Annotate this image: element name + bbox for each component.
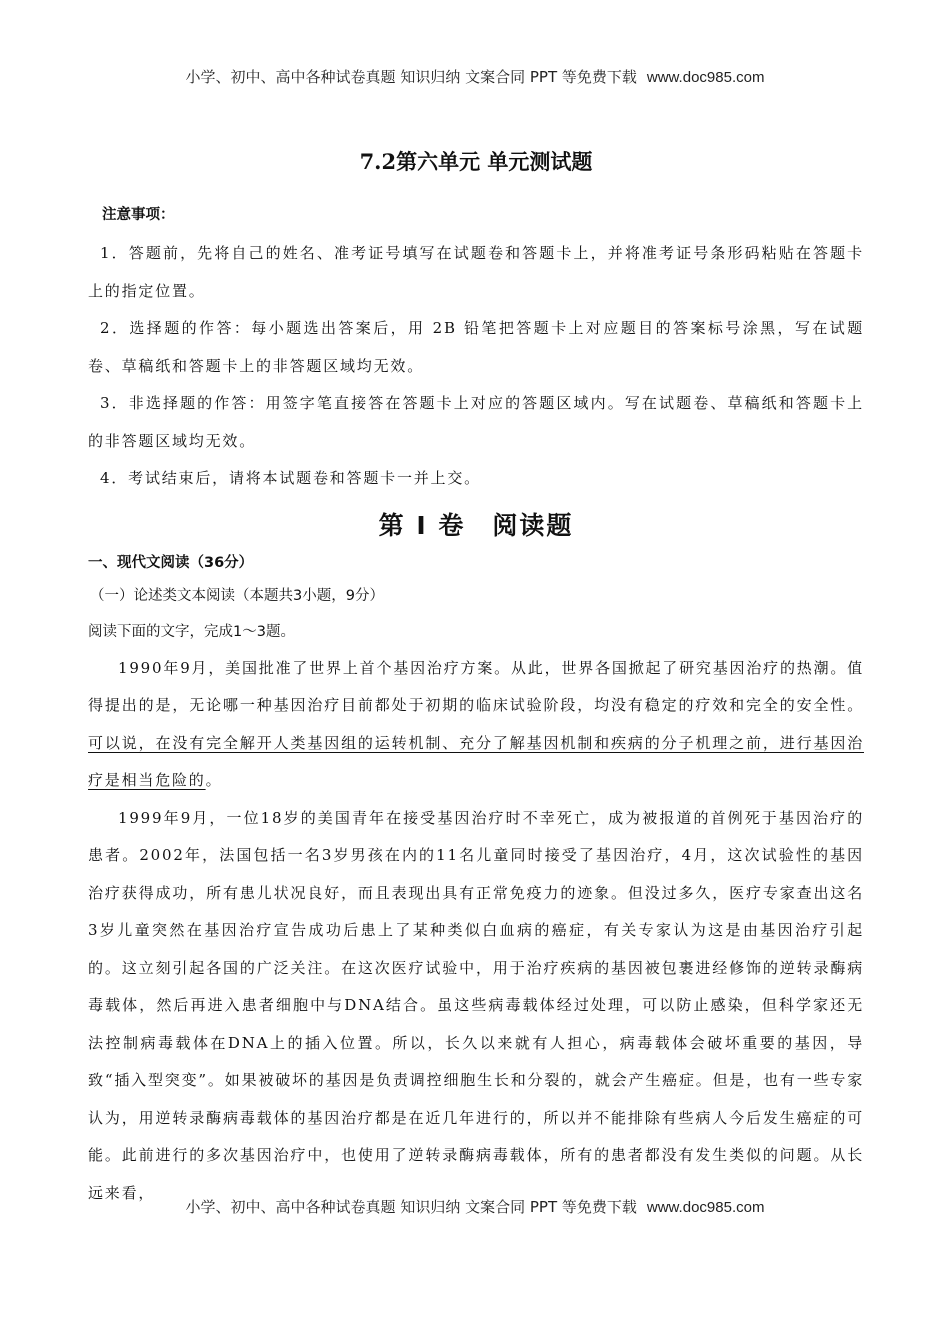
reading-instruction: 阅读下面的文字，完成1～3题。	[88, 623, 295, 640]
document-title: 7.2第六单元 单元测试题	[359, 149, 593, 174]
watermark-text: 小学、初中、高中各种试卷真题 知识归纳 文案合同 PPT 等免费下载	[185, 68, 637, 86]
watermark-url: www.doc985.com	[646, 69, 765, 86]
header-watermark	[0, 66, 950, 87]
notice-item: 3．非选择题的作答：用签字笔直接答在答题卡上对应的答题区域内。写在试题卷、草稿纸和答题卡上的非答题区域均无效。	[88, 394, 864, 450]
watermark-url: www.doc985.com	[646, 1199, 765, 1216]
paragraph-text: 1990年9月，美国批准了世界上首个基因治疗方案。从此，世界各国掀起了研究基因治疗的热潮。值得提出的是，无论哪一种基因治疗目前都处于初期的临床试验阶段，均没有稳定的疗效和完全的安全性。	[88, 658, 864, 714]
paragraph-text: 。	[205, 771, 223, 789]
notice-heading: 注意事项：	[102, 207, 175, 223]
footer-watermark	[0, 1196, 950, 1217]
document-body	[88, 140, 864, 1212]
notice-item: 4．考试结束后，请将本试题卷和答题卡一并上交。	[100, 469, 481, 487]
passage-paragraph	[88, 650, 864, 800]
watermark-text: 小学、初中、高中各种试卷真题 知识归纳 文案合同 PPT 等免费下载	[185, 1198, 637, 1216]
notice-item: 1．答题前，先将自己的姓名、准考证号填写在试题卷和答题卡上，并将准考证号条形码粘贴在答题卡上的指定位置。	[88, 244, 864, 300]
notice-list	[88, 235, 864, 498]
passage-paragraph: 1999年9月，一位18岁的美国青年在接受基因治疗时不幸死亡，成为被报道的首例死于基因治疗的患者。2002年，法国包括一名3岁男孩在内的11名儿童同时接受了基因治疗，4月，这次试验性的基因治疗获得成功，所有患儿状况良好，而且表现出具有正常免疫力的迹象。但没过多久，医疗专家查出这名3岁儿童突然在基因治疗宣告成功后患上了某种类似白血病的癌症，有关专家认为这是由基因治疗引起的。这立刻引起各国的广泛关注。在这次医疗试验中，用于治疗疾病的基因被包裹进经修饰的逆转录酶病毒载体，然后再进入患者细胞中与DNA结合。虽这些病毒载体经过处理，可以防止感染，但科学家还无法控制病毒载体在DNA上的插入位置。所以，长久以来就有人担心，病毒载体会破坏重要的基因，导致“插入型突变”。如果被破坏的基因是负责调控细胞生长和分裂的，就会产生癌症。但是，也有一些专家认为，用逆转录酶病毒载体的基因治疗都是在近几年进行的，所以并不能排除有些病人今后发生癌症的可能。此前进行的多次基因治疗中，也使用了逆转录酶病毒载体，所有的患者都没有发生类似的问题。从长远来看，	[88, 808, 864, 1202]
subsection-heading: （一）论述类文本阅读（本题共3小题，9分）	[90, 587, 384, 604]
underlined-sentence: 可以说，在没有完全解开人类基因组的运转机制、充分了解基因机制和疾病的分子机理之前，进行基因治疗是相当危险的	[88, 733, 864, 789]
section-heading: 一、现代文阅读（36分）	[88, 554, 254, 571]
part-title: 第 I 卷 阅读题	[378, 510, 574, 540]
notice-item: 2．选择题的作答：每小题选出答案后，用 2B 铅笔把答题卡上对应题目的答案标号涂黑，写在试题卷、草稿纸和答题卡上的非答题区域均无效。	[88, 319, 864, 375]
